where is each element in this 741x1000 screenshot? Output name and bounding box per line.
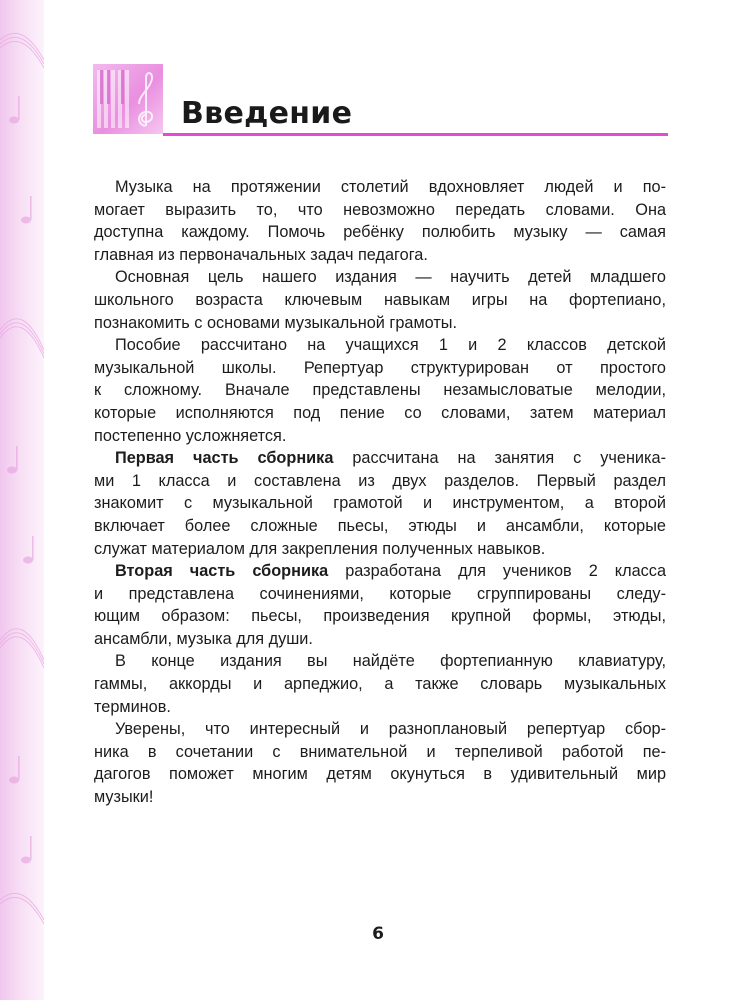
text-line: [115, 447, 666, 470]
text-line: школьного возраста ключевым навыкам игры на фортепиано,: [94, 290, 666, 309]
text-line: Пособие рассчитано на учащихся 1 и 2 классов детской: [115, 336, 666, 355]
text-line: музыкальной школы. Репертуар структурирован от простого: [94, 358, 666, 377]
text-line: постепенно усложняется.: [94, 426, 287, 445]
text-line: служат материалом для закрепления полученных навыков.: [94, 539, 546, 558]
text-line: могает выразить то, что невозможно передать словами. Она: [94, 200, 666, 219]
bold-heading-part-one: Первая часть сборника: [115, 449, 334, 468]
text-line: ника в сочетании с внимательной и терпеливой работой пе-: [94, 742, 666, 761]
text-line: Уверены, что интересный и разноплановый репертуар сбор-: [115, 720, 666, 739]
paragraph-appendix: [94, 650, 666, 718]
intro-text: [94, 176, 666, 809]
paragraph-main-goal: [94, 266, 666, 334]
text-line: познакомить с основами музыкальной грамоты.: [94, 313, 458, 332]
paragraph-music-value: [94, 176, 666, 266]
text-line: ющим образом: пьесы, произведения крупной формы, этюды,: [94, 607, 666, 626]
text-line: Основная цель нашего издания — научить детей младшего: [115, 268, 666, 287]
text-line: дагогов поможет многим детям окунуться в удивительный мир: [94, 765, 666, 784]
text-line: к сложному. Вначале представлены незамысловатые мелодии,: [94, 381, 666, 400]
text-line: В конце издания вы найдёте фортепианную клавиатуру,: [115, 652, 666, 671]
text-fragment: рассчитана на занятия с ученика-: [333, 449, 666, 468]
paragraph-part-two: [94, 560, 666, 650]
bold-heading-part-two: Вторая часть сборника: [115, 562, 329, 581]
treble-clef-piano-icon: [93, 64, 163, 134]
text-line: гаммы, аккорды и арпеджио, а также словарь музыкальных: [94, 675, 666, 694]
text-line: терминов.: [94, 697, 171, 716]
text-line: главная из первоначальных задач педагога.: [94, 245, 428, 264]
decorative-side-strip: [0, 0, 44, 1000]
text-line: [115, 560, 666, 583]
text-line: ансамбли, музыка для души.: [94, 629, 313, 648]
text-line: знакомит с музыкальной грамотой и инструментом, а второй: [94, 494, 666, 513]
text-line: доступна каждому. Помочь ребёнку полюбить музыку — самая: [94, 223, 666, 242]
text-line: музыки!: [94, 788, 154, 807]
text-line: Музыка на протяжении столетий вдохновляет людей и по-: [115, 178, 666, 196]
paragraph-closing: [94, 718, 666, 808]
text-line: и представлена сочинениями, которые сгруппированы следу-: [94, 584, 666, 603]
music-notes-decoration: [0, 0, 44, 1000]
text-line: ми 1 класса и составлена из двух разделов. Первый раздел: [94, 471, 666, 490]
page-title: Введение: [181, 96, 353, 131]
title-underline: [163, 133, 668, 136]
paragraph-part-one: [94, 447, 666, 560]
page-number: 6: [372, 924, 384, 944]
text-line: которые исполняются под пение со словами, затем материал: [94, 403, 666, 422]
text-line: включает более сложные пьесы, этюды и ансамбли, которые: [94, 516, 666, 535]
text-fragment: разработана для учеников 2 класса: [328, 562, 666, 581]
paragraph-audience: [94, 334, 666, 447]
